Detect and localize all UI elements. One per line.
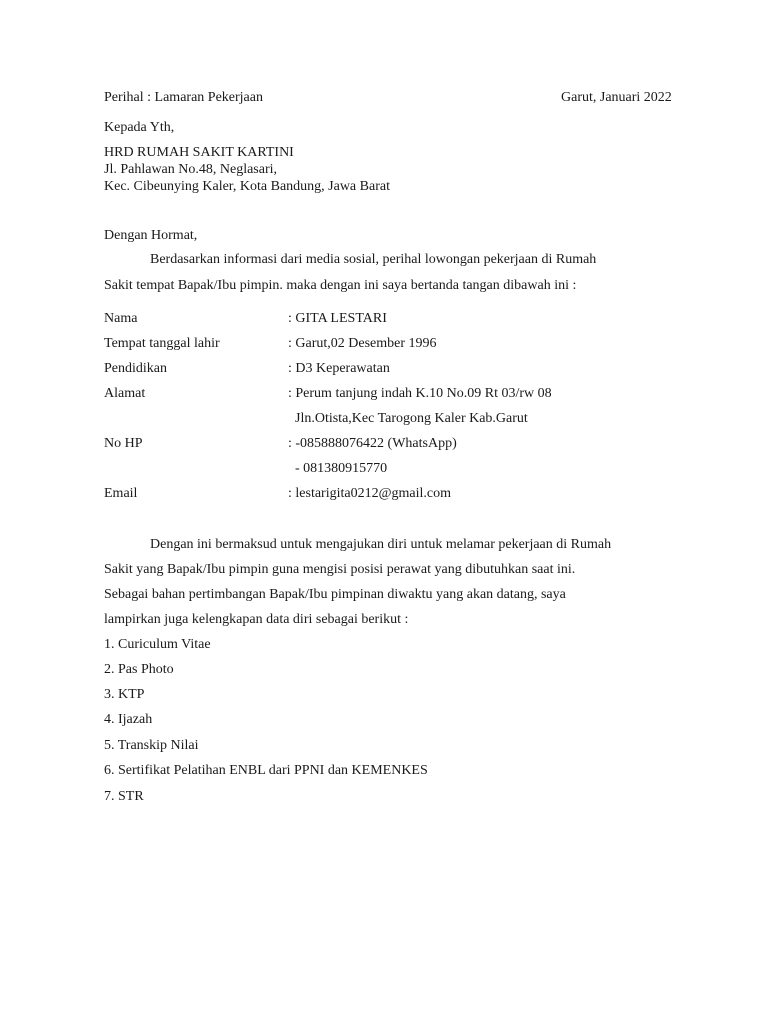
field-label: Tempat tanggal lahir	[104, 336, 220, 351]
body-line-1: Dengan ini bermaksud untuk mengajukan diri untuk melamar pekerjaan di Rumah	[150, 537, 612, 552]
field-label: Pendidikan	[104, 361, 167, 376]
field-row-nohp-cont	[104, 461, 684, 481]
field-value: : Perum tanjung indah K.10 No.09 Rt 03/rw 08	[288, 386, 552, 401]
body-line-4: lampirkan juga kelengkapan data diri sebagai berikut :	[104, 612, 409, 627]
subject-line: Perihal : Lamaran Pekerjaan	[104, 90, 263, 105]
attachment-item: 4. Ijazah	[104, 712, 153, 727]
attachment-item: 3. KTP	[104, 687, 145, 702]
intro-line-1: Berdasarkan informasi dari media sosial, perihal lowongan pekerjaan di Rumah	[150, 252, 597, 267]
place-date: Garut, Januari 2022	[561, 90, 672, 105]
field-row-pendidikan	[104, 361, 684, 381]
field-row-ttl	[104, 336, 684, 356]
attachment-item: 5. Transkip Nilai	[104, 738, 199, 753]
body-line-3: Sebagai bahan pertimbangan Bapak/Ibu pimpinan diwaktu yang akan datang, saya	[104, 587, 566, 602]
attachment-item: 7. STR	[104, 789, 144, 804]
field-value: : -085888076422 (WhatsApp)	[288, 436, 457, 451]
intro-line-2: Sakit tempat Bapak/Ibu pimpin. maka dengan ini saya bertanda tangan dibawah ini :	[104, 278, 577, 293]
attachment-item: 2. Pas Photo	[104, 662, 174, 677]
recipient-address-line1: Jl. Pahlawan No.48, Neglasari,	[104, 162, 278, 177]
field-label: Email	[104, 486, 138, 501]
field-value: : Garut,02 Desember 1996	[288, 336, 437, 351]
field-value: Jln.Otista,Kec Tarogong Kaler Kab.Garut	[288, 411, 528, 426]
field-row-alamat-cont	[104, 411, 684, 431]
field-value: : D3 Keperawatan	[288, 361, 390, 376]
field-value: : lestarigita0212@gmail.com	[288, 486, 451, 501]
field-row-nohp	[104, 436, 684, 456]
salutation: Dengan Hormat,	[104, 228, 198, 243]
attachment-item: 1. Curiculum Vitae	[104, 637, 211, 652]
recipient-address-line2: Kec. Cibeunying Kaler, Kota Bandung, Jawa Barat	[104, 179, 390, 194]
field-row-alamat	[104, 386, 684, 406]
field-row-nama	[104, 311, 684, 331]
field-label: Nama	[104, 311, 138, 326]
field-row-email	[104, 486, 684, 506]
attachment-item: 6. Sertifikat Pelatihan ENBL dari PPNI dan KEMENKES	[104, 763, 428, 778]
recipient-name: HRD RUMAH SAKIT KARTINI	[104, 145, 294, 160]
body-line-2: Sakit yang Bapak/Ibu pimpin guna mengisi posisi perawat yang dibutuhkan saat ini.	[104, 562, 576, 577]
recipient-greeting: Kepada Yth,	[104, 120, 175, 135]
field-value: : GITA LESTARI	[288, 311, 387, 326]
field-value: - 081380915770	[288, 461, 388, 476]
field-label: Alamat	[104, 386, 146, 401]
field-label: No HP	[104, 436, 143, 451]
